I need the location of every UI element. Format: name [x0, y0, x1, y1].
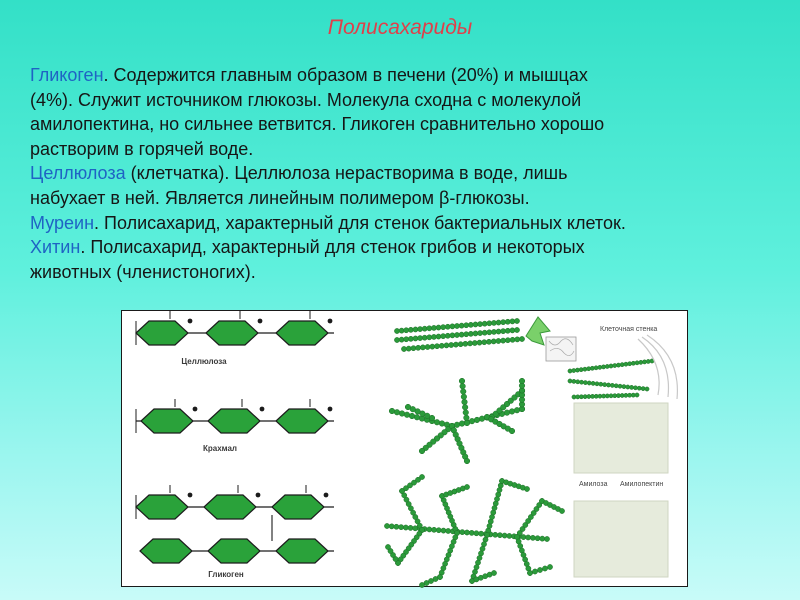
glucose-bead [559, 508, 564, 513]
glucose-bead [464, 415, 470, 421]
glucose-bead [603, 383, 607, 387]
glucose-bead [514, 318, 519, 323]
glucose-bead [626, 385, 630, 389]
glucose-bead [458, 342, 463, 347]
glucose-bead [637, 386, 641, 390]
glucose-bead [453, 342, 458, 347]
glucose-bead [460, 530, 465, 535]
glucose-bead [496, 338, 501, 343]
glucose-bead [389, 408, 395, 414]
glucose-bead [633, 386, 637, 390]
glucose-bead [414, 414, 420, 420]
chitin-line-1: . Полисахарид, характерный для стенок грибов и некоторых [80, 237, 585, 258]
glucose-bead [515, 337, 520, 342]
glucose-bead [431, 527, 436, 532]
glucose-bead [408, 525, 413, 530]
glucose-bead [461, 394, 467, 400]
cellulose-line-2: набухает в ней. Является линейным полимером β-глюкозы. [30, 187, 530, 208]
glucose-bead [630, 385, 634, 389]
glucose-bead [409, 413, 415, 419]
chain-dot [328, 407, 333, 412]
glucose-bead [459, 378, 465, 384]
glucose-bead [460, 383, 466, 389]
glucose-bead [599, 382, 603, 386]
glucose-bead [544, 536, 549, 541]
label-glycogen: Гликоген [208, 570, 244, 579]
glucose-bead [530, 535, 535, 540]
glucose-bead [464, 458, 470, 464]
glucose-bead [526, 535, 531, 540]
term-cellulose: Целлюлоза [30, 163, 126, 184]
chitin-line-2: животных (членистоногих). [30, 261, 256, 282]
glucose-bead [510, 337, 515, 342]
glucose-bead [507, 533, 512, 538]
glucose-bead [583, 381, 587, 385]
glucose-bead [610, 383, 614, 387]
glucose-bead [411, 346, 416, 351]
glucose-bead [645, 387, 649, 391]
glucose-bead [469, 530, 474, 535]
glucose-bead [537, 567, 542, 572]
term-glycogen: Гликоген [30, 65, 104, 85]
glucose-bead [463, 410, 469, 416]
glucose-bead [491, 570, 496, 575]
chain-dot [188, 493, 193, 498]
chain-dot [256, 493, 261, 498]
glucose-bead [403, 525, 408, 530]
glucose-bead [419, 582, 424, 587]
glucose-ring [206, 321, 258, 345]
glucose-bead [464, 484, 469, 489]
glycogen-branch [140, 515, 334, 563]
glucose-bead [524, 486, 529, 491]
polysaccharide-figure [121, 310, 688, 587]
glucose-bead [606, 383, 610, 387]
glucose-bead [434, 419, 440, 425]
glucose-bead [527, 570, 532, 575]
glucose-ring [276, 409, 328, 433]
glucose-bead [547, 564, 552, 569]
glucose-bead [462, 399, 468, 405]
glucose-bead [394, 409, 400, 415]
murein-paragraph [30, 211, 775, 236]
slide-title: Полисахариды [327, 16, 473, 39]
term-murein: Муреин [30, 212, 95, 233]
glucose-ring [276, 321, 328, 345]
glucose-bead [514, 407, 520, 413]
glucose-bead [441, 528, 446, 533]
glucose-bead [532, 569, 537, 574]
glucose-bead [385, 544, 390, 549]
glucose-bead [521, 534, 526, 539]
glucose-bead [454, 422, 460, 428]
chain-dot [260, 407, 265, 412]
glucose-bead [416, 345, 421, 350]
glucose-bead [501, 338, 506, 343]
glycogen-line-2: (4%). Служит источником глюкозы. Молекула сходна с молекулой [30, 89, 582, 110]
glucose-bead [514, 327, 519, 332]
glucose-bead [464, 530, 469, 535]
glucose-bead [439, 343, 444, 348]
cellulose-line-1: (клетчатка). Целлюлоза нерастворима в воде, лишь [125, 163, 568, 184]
glucose-ring [136, 495, 188, 519]
glucose-bead [467, 341, 472, 346]
glucose-bead [519, 378, 525, 384]
glucose-bead [486, 339, 491, 344]
glucose-bead [542, 566, 547, 571]
glucose-bead [405, 404, 411, 410]
glucose-bead [401, 346, 406, 351]
glucose-bead [497, 533, 502, 538]
chain-dot [258, 319, 263, 324]
label-amylopectin: Амилопектин [620, 481, 664, 488]
glucose-bead [535, 536, 540, 541]
chain-dot [188, 319, 193, 324]
figure-canvas [122, 311, 689, 588]
glucose-bead [505, 338, 510, 343]
glucose-ring [208, 409, 260, 433]
chitin-paragraph [30, 235, 775, 284]
chain-diagrams [136, 311, 334, 563]
term-chitin: Хитин [30, 237, 81, 258]
glucose-bead [460, 389, 466, 395]
glucose-bead [491, 339, 496, 344]
glucose-bead [614, 384, 618, 388]
glycogen-paragraph [30, 63, 775, 161]
glucose-bead [419, 448, 425, 454]
glucose-bead [618, 384, 622, 388]
glucose-bead [641, 387, 645, 391]
chain-dot [193, 407, 198, 412]
label-starch: Крахмал [202, 444, 238, 453]
glucose-bead [384, 523, 389, 528]
glucose-bead [493, 532, 498, 537]
glucose-bead [576, 380, 580, 384]
chain-dot [324, 493, 329, 498]
glucose-bead [464, 420, 470, 426]
glucose-bead [587, 381, 591, 385]
label-amylose: Амилоза [579, 481, 608, 488]
glucose-bead [430, 344, 435, 349]
glucose-bead [404, 412, 410, 418]
cellulose-paragraph [30, 161, 775, 210]
glucose-ring [204, 495, 256, 519]
glucose-bead [419, 474, 424, 479]
glucose-bead [399, 525, 404, 530]
glucose-bead [439, 421, 445, 427]
glucose-bead [444, 343, 449, 348]
glycogen-line-1: . Содержится главным образом в печени (20%) и мышцах [103, 65, 588, 85]
glucose-bead [462, 404, 468, 410]
glucose-bead [436, 528, 441, 533]
glucose-bead [579, 380, 583, 384]
glucose-bead [434, 344, 439, 349]
glucose-bead [482, 340, 487, 345]
glucose-bead [474, 531, 479, 536]
glucose-bead [459, 421, 465, 427]
label-cellulose: Целлюлоза [181, 357, 227, 366]
glucose-bead [479, 531, 484, 536]
murein-line-1: . Полисахарид, характерный для стенок бактериальных клеток. [94, 212, 626, 233]
glucose-bead [472, 340, 477, 345]
glucose-bead [427, 527, 432, 532]
chain-dot [328, 319, 333, 324]
leaf-icon [526, 317, 576, 361]
glucose-bead [449, 342, 454, 347]
glucose-ring [141, 409, 193, 433]
glucose-ring [276, 539, 328, 563]
glucose-ring [140, 539, 192, 563]
glucose-bead [519, 336, 524, 341]
glucose-bead [389, 524, 394, 529]
glycogen-line-4: растворим в горячей воде. [30, 138, 254, 159]
glucose-bead [399, 411, 405, 417]
glucose-bead [568, 379, 572, 383]
glucose-bead [591, 381, 595, 385]
glucose-bead [595, 382, 599, 386]
glucose-bead [474, 417, 480, 423]
glucose-bead [446, 528, 451, 533]
slide-body [30, 63, 775, 284]
glucose-bead [420, 345, 425, 350]
glucose-bead [463, 341, 468, 346]
glycogen-line-3: амилопектина, но сильнее ветвится. Гликоген сравнительно хорошо [30, 114, 605, 135]
glucose-bead [622, 385, 626, 389]
glucose-bead [502, 533, 507, 538]
helix-panel-bottom [574, 501, 668, 577]
glucose-bead [540, 536, 545, 541]
glucose-bead [504, 410, 510, 416]
glucose-bead [509, 428, 515, 434]
glucose-bead [635, 393, 639, 397]
glucose-bead [425, 344, 430, 349]
glucose-ring [272, 495, 324, 519]
glucose-bead [509, 409, 515, 415]
glucose-bead [406, 346, 411, 351]
glucose-ring [208, 539, 260, 563]
glucose-bead [394, 524, 399, 529]
glucose-bead [477, 340, 482, 345]
helix-panel-top [574, 403, 668, 473]
label-cell-wall: Клеточная стенка [600, 326, 658, 333]
glucose-ring [136, 321, 188, 345]
glucose-bead [572, 379, 576, 383]
